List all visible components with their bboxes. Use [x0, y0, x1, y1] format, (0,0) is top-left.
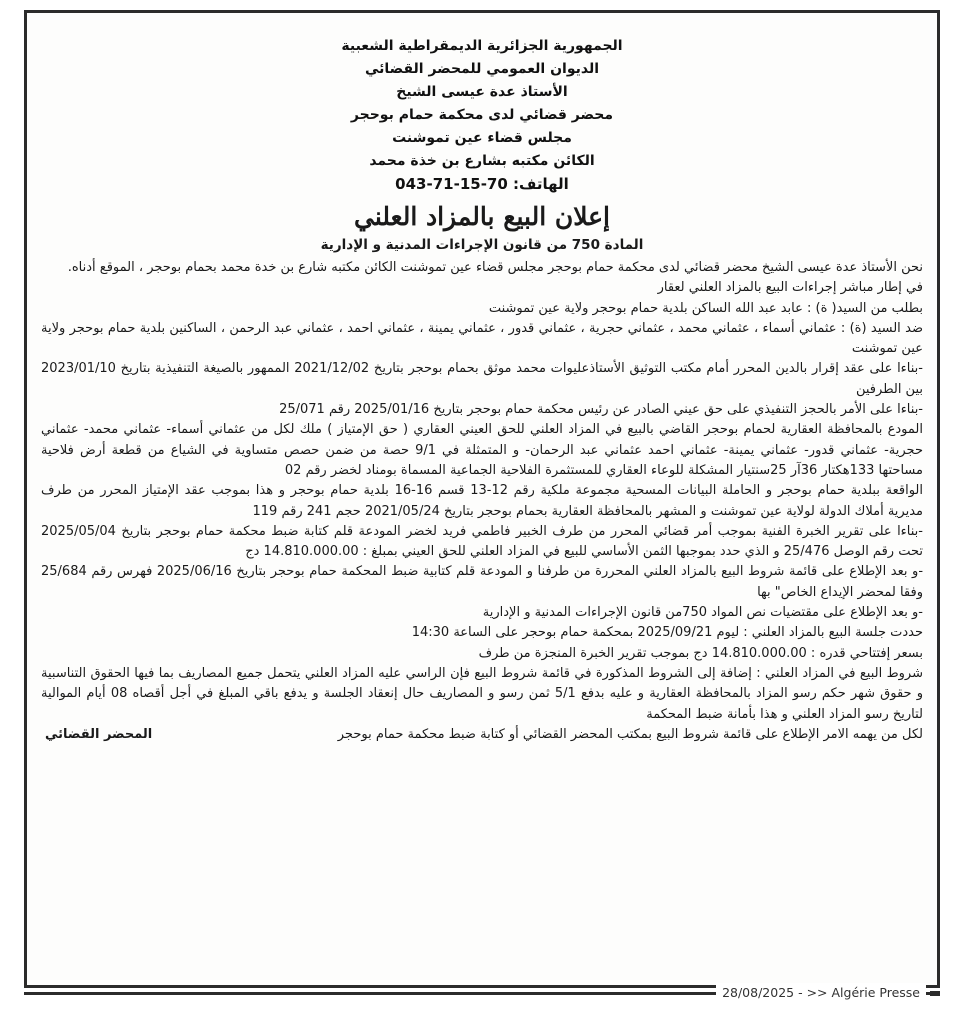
- notice-title: إعلان البيع بالمزاد العلني: [353, 202, 610, 231]
- footer-source-tag: 28/08/2025 - >> Algérie Presse: [716, 983, 926, 1003]
- header-line-republic: الجمهورية الجزائرية الديمقراطية الشعبية: [341, 38, 623, 54]
- body-paragraph-expertise: -بناءا على تقرير الخبرة الفنية بموجب أمر قضائي المحرر من طرف الخبير فاطمي فريد لخضر المودعة قلم كتابة ضبط محكمة حمام بوحجر بتاريخ 2025/05/04 تحت رقم الوصل 25/476 و الذي حدد بموجبها الثمن الأساسي للبيع في المزاد العلني للحق العيني بمبلغ : 14.810.000.00 دج: [41, 523, 923, 560]
- body-paragraph-session-date: حددت جلسة البيع بالمزاد العلني : ليوم 2025/09/21 بمحكمة حمام بوحجر على الساعة 14:30: [411, 625, 923, 641]
- header-line-council: مجلس قضاء عين تموشنت: [392, 130, 572, 146]
- notice-body: [41, 258, 923, 745]
- body-paragraph-requester: بطلب من السيد( ة) : عابد عبد الله الساكن بلدية حمام بوحجر ولاية عين تموشنت: [488, 300, 923, 316]
- signature-label: المحضر القضائي: [45, 727, 153, 743]
- body-paragraph-location: الواقعة ببلدية حمام بوحجر و الحاملة البيانات المسحية مجموعة ملكية رقم 12-13 قسم 16-16 بلدية حمام بوحجر و هذا بموجب عقد الإمتياز المحرر من طرف مديرية أملاك الدولة لولاية عين تموشنت و المشهر بالمحافظة العقارية بحمام بوحجر بتاريخ 2021/05/24 حجم 241 رقم 119: [41, 483, 923, 519]
- body-paragraph-seizure-order: -بناءا على الأمر بالحجز التنفيذي على حق عيني الصادر عن رئيس محكمة حمام بوحجر بتاريخ 2025/01/16 رقم 25/071: [279, 402, 923, 418]
- body-paragraph-intro: نحن الأستاذ عدة عيسى الشيخ محضر قضائي لدى محكمة حمام بوحجر مجلس قضاء عين تموشنت الكائن مكتبه شارع بن خدة محمد بحمام بوحجر ، الموقع أدناه.: [67, 260, 923, 275]
- header-phone: الهاتف: 70-15-71-043: [395, 175, 569, 193]
- header-line-bailiff-name: الأستاذ عدة عيسى الشيخ: [396, 84, 568, 100]
- body-paragraph-legal-basis: -و بعد الإطلاع على مقتضيات نص المواد 750من قانون الإجراءات المدنية و الإدارية: [482, 605, 923, 621]
- body-paragraph-property: المودع بالمحافظة العقارية لحمام بوحجر القاضي بالبيع في المزاد العلني للحق العيني العقاري ( حق الإمتياز ) ملك لكل من عثماني أسماء- عثماني محمد- عثماني حجرية- عثماني قدور- عثماني يمينة- عثماني احمد عثماني عبد الرحمان- و المتمثلة في 9/1 حصة من ضمن حصص متساوية في الشياع من قطعة أرض فلاحية مساحتها 133هكتار 36آر 25سنتيار المشكلة للوعاء العقاري للمستثمرة الفلاحية الجماعية المسماة بومناد لخضر رقم 02: [41, 422, 923, 478]
- notice-frame: [24, 10, 940, 988]
- header-block: [41, 35, 923, 196]
- body-paragraph-procedure: في إطار مباشر إجراءات البيع بالمزاد العلني لعقار: [657, 280, 923, 296]
- header-line-court: محضر قضائي لدى محكمة حمام بوحجر: [350, 107, 614, 123]
- header-line-office: الديوان العمومي للمحضر القضائي: [364, 61, 600, 77]
- body-paragraph-opening-price: بسعر إفتتاحي قدره : 14.810.000.00 دج بموجب تقرير الخبرة المنجزة من طرف: [478, 645, 923, 661]
- page-footer: [24, 983, 940, 1005]
- body-paragraph-debt-deed: -بناءا على عقد إقرار بالدين المحرر أمام مكتب التوثيق الأستاذعليوات محمد موثق بحمام بوحجر بتاريخ 2021/12/02 الممهور بالصيغة التنفيذية بتاريخ 2023/01/10 بين الطرفين: [41, 361, 923, 397]
- body-paragraph-consultation: لكل من يهمه الامر الإطلاع على قائمة شروط البيع بمكتب المحضر القضائي أو كتابة ضبط محكمة حمام بوحجر: [337, 726, 923, 742]
- body-paragraph-defendants: ضد السيد (ة) : عثماني أسماء ، عثماني محمد ، عثماني حجرية ، عثماني قدور ، عثماني يمينة ، عثماني احمد ، عثماني عبد الرحمن ، الساكنين بلدية حمام بوحجر ولاية عين تموشنت: [41, 320, 923, 357]
- footer-rule-end: [930, 991, 940, 996]
- body-paragraph-conditions-list: -و بعد الإطلاع على قائمة شروط البيع بالمزاد العلني المحررة من طرفنا و المودعة قلم كتابية ضبط المحكمة حمام بوحجر بتاريخ 2025/06/16 فهرس رقم 25/684 وفقا لمحضر الإيداع الخاص" بها: [41, 564, 924, 600]
- header-line-address: الكائن مكتبه بشارع بن خذة محمد: [369, 153, 595, 169]
- notice-content: [41, 35, 923, 745]
- notice-subtitle: المادة 750 من قانون الإجراءات المدنية و الإدارية: [320, 237, 644, 253]
- body-paragraph-sale-terms: شروط البيع في المزاد العلني : إضافة إلى الشروط المذكورة في قائمة شروط البيع فإن الراسي عليه المزاد العلني يتحمل جميع المصاريف بما فيها الحقوق التناسبية و حقوق شهر حكم رسو المزاد بالمحافظة العقارية و عليه بدفع 5/1 ثمن رسو و المصاريف حال إنعقاد الجلسة و يدفع باقي المبلغ في أجل أقصاه 08 أيام الموالية لتاريخ رسو المزاد العلني و هذا بأمانة ضبط المحكمة: [41, 665, 923, 722]
